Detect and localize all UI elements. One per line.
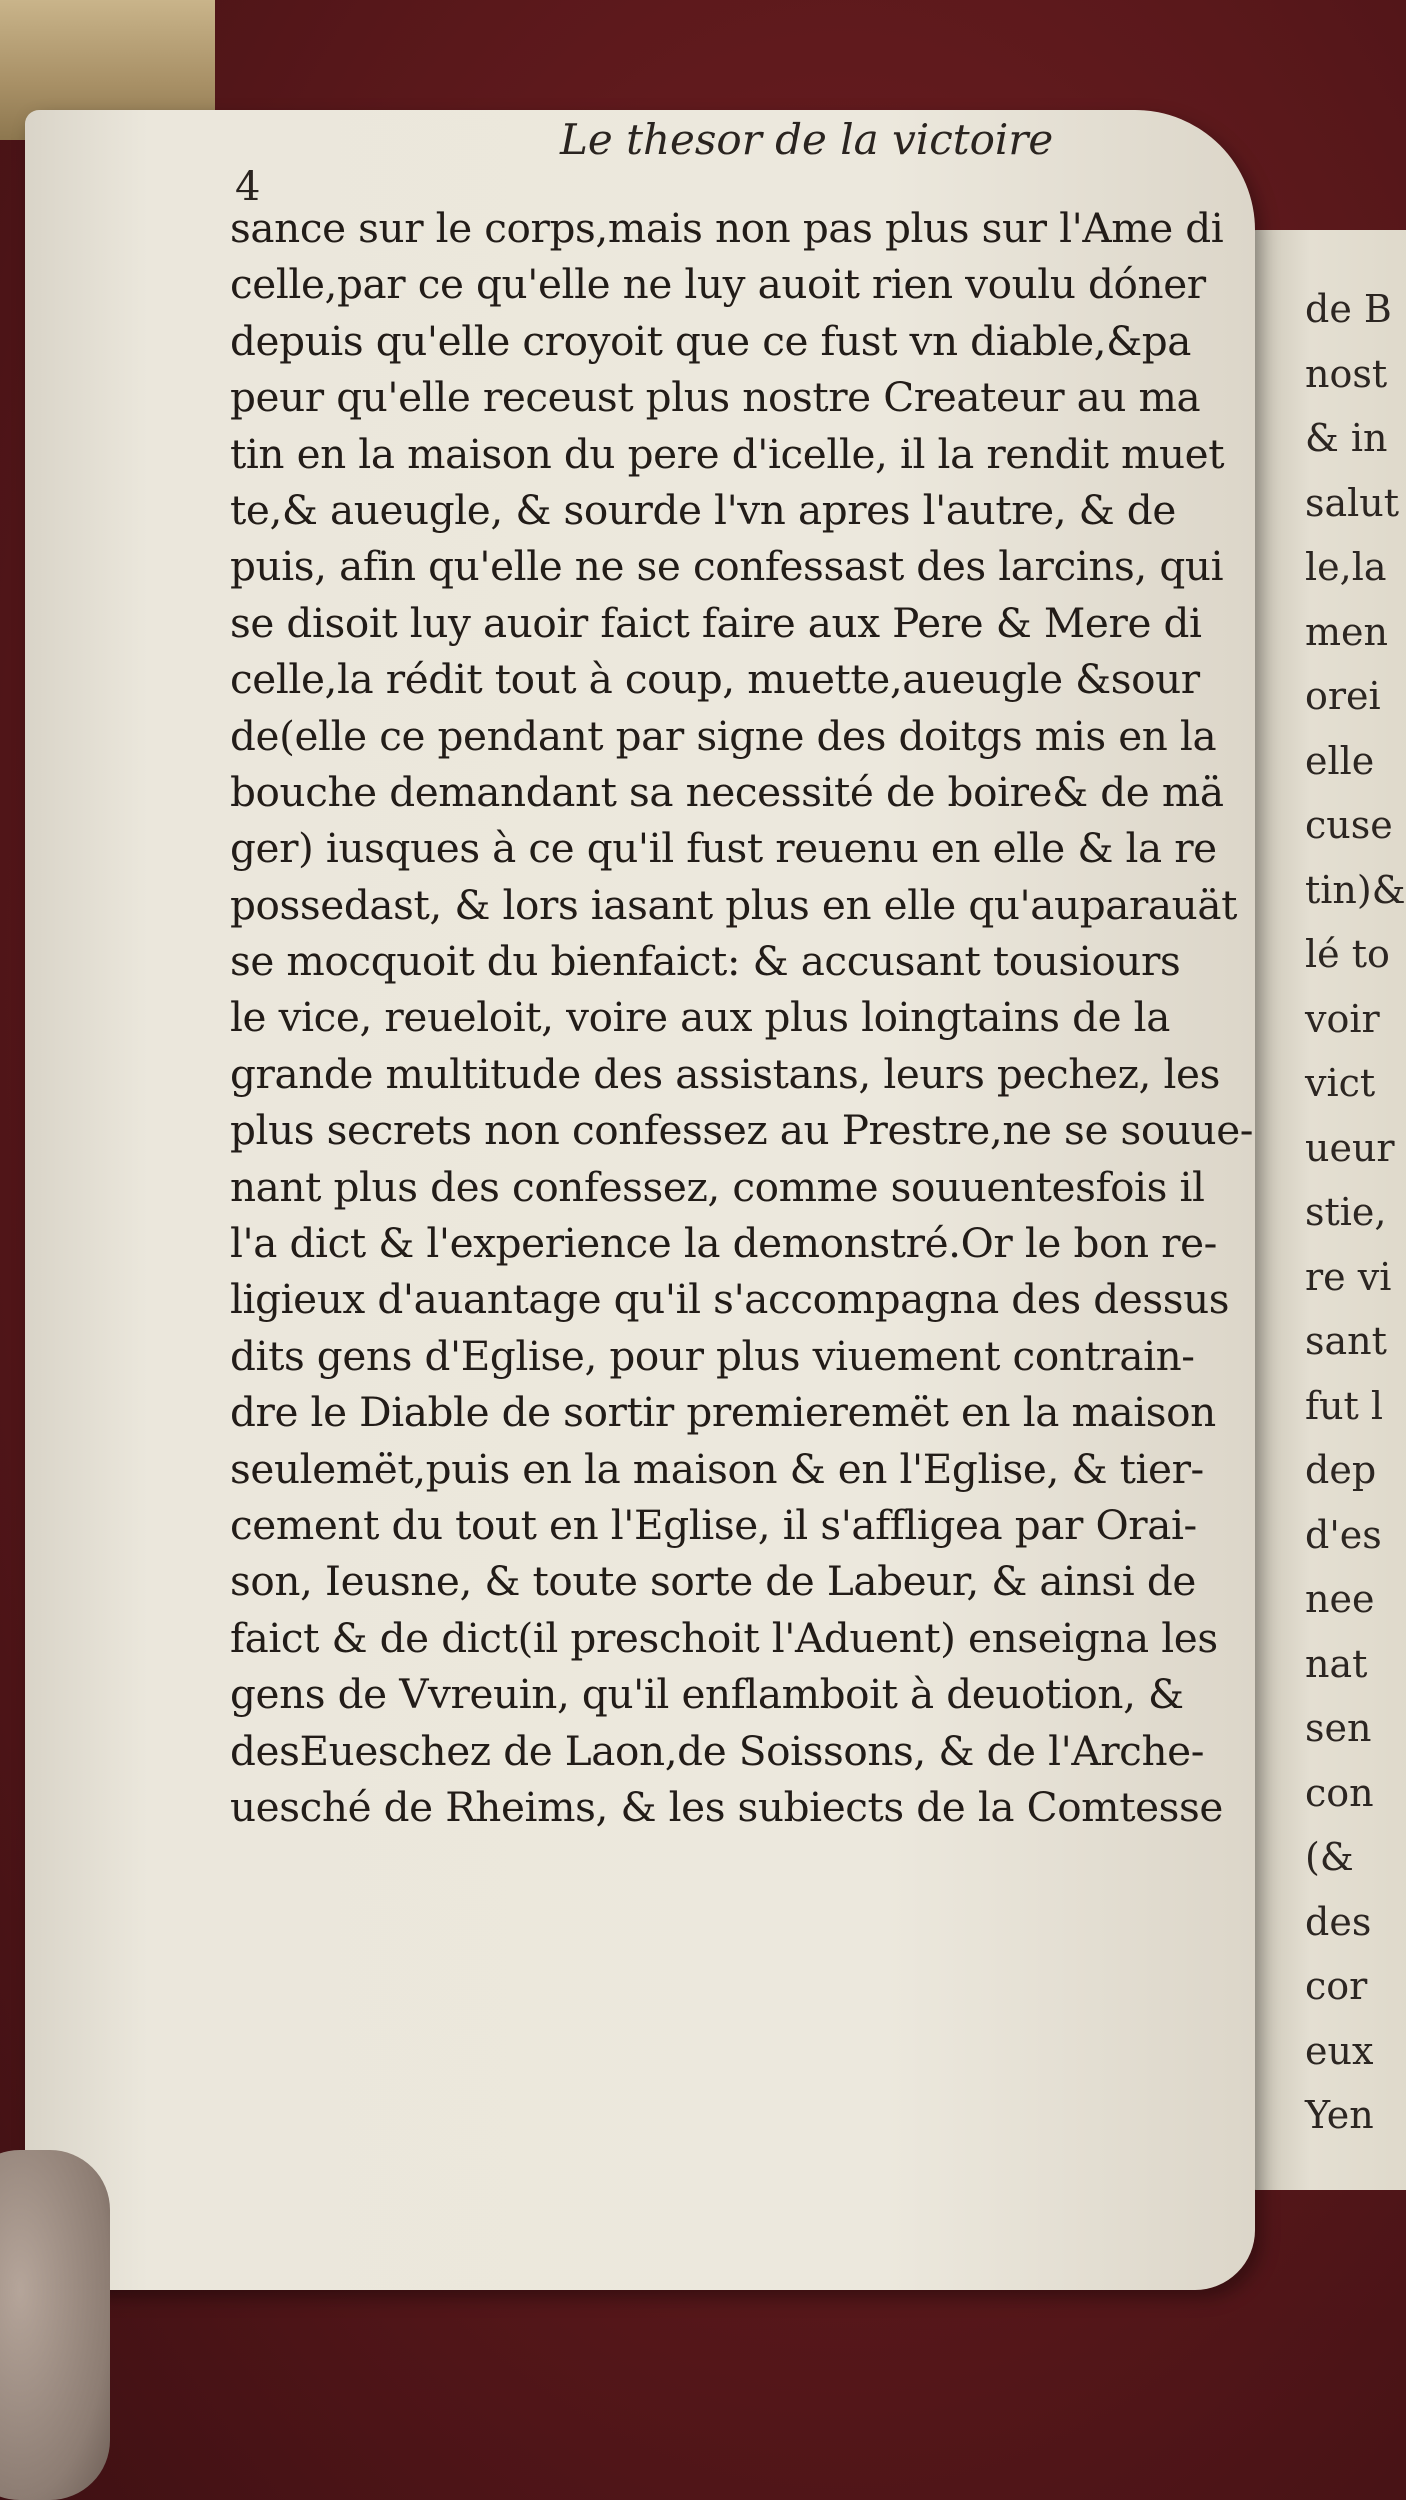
- facing-page: [1250, 230, 1406, 2190]
- facing-text-fragment: d'es: [1305, 1512, 1382, 1557]
- text-line: le vice, reueloit, voire aux plus loingtains de la: [230, 993, 1170, 1042]
- text-line: se mocquoit du bienfaict: & accusant tousiours: [230, 937, 1181, 986]
- text-line: uesché de Rheims, & les subiects de la Comtesse: [230, 1782, 1223, 1831]
- text-line: l'a dict & l'experience la demonstré.Or le bon re-: [230, 1219, 1217, 1268]
- text-line: gens de Vvreuin, qu'il enflamboit à deuotion, &: [230, 1670, 1184, 1719]
- facing-text-fragment: & in: [1305, 416, 1388, 460]
- thumb: [0, 2150, 110, 2500]
- text-line: desEueschez de Laon,de Soissons, & de l'Arche-: [230, 1726, 1204, 1775]
- facing-text-fragment: de B: [1305, 287, 1392, 331]
- facing-text-fragment: cor: [1305, 1964, 1368, 2008]
- text-line: sance sur le corps,mais non pas plus sur l'Ame di: [230, 204, 1224, 252]
- facing-text-fragment: nat: [1305, 1641, 1368, 1686]
- text-line: dre le Diable de sortir premieremët en la maison: [230, 1388, 1216, 1437]
- facing-text-fragment: eux: [1305, 2028, 1374, 2073]
- facing-text-fragment: le,la: [1305, 545, 1387, 589]
- facing-text-fragment: ueur: [1305, 1125, 1395, 1170]
- text-line: de(elle ce pendant par signe des doitgs mis en la: [230, 711, 1217, 760]
- text-line: plus secrets non confessez au Prestre,ne se souue-: [230, 1106, 1254, 1155]
- page-body-text: [230, 200, 1260, 1835]
- facing-text-fragment: orei: [1305, 674, 1381, 718]
- text-line: tin en la maison du pere d'icelle, il la rendit muet: [230, 429, 1225, 478]
- text-line: seulemët,puis en la maison & en l'Eglise, & tier-: [230, 1444, 1204, 1493]
- text-line: puis, afin qu'elle ne se confessast des larcins, qui: [230, 542, 1224, 591]
- facing-text-fragment: voir: [1305, 996, 1380, 1041]
- facing-text-fragment: (&: [1305, 1835, 1354, 1879]
- running-header: Le thesor de la victoire: [560, 115, 1054, 164]
- facing-text-fragment: stie,: [1305, 1190, 1387, 1234]
- facing-text-fragment: re vi: [1305, 1254, 1392, 1299]
- text-line: bouche demandant sa necessité de boire& de mä: [230, 767, 1224, 816]
- facing-text-fragment: cuse: [1305, 803, 1393, 847]
- facing-text-fragment: lé to: [1305, 932, 1390, 976]
- text-line: ligieux d'auantage qu'il s'accompagna des dessus: [230, 1275, 1230, 1324]
- text-line: peur qu'elle receust plus nostre Createur au ma: [230, 373, 1201, 422]
- facing-text-fragment: vict: [1305, 1061, 1376, 1105]
- facing-text-fragment: nee: [1305, 1577, 1375, 1621]
- text-line: faict & de dict(il preschoit l'Aduent) enseigna les: [230, 1613, 1218, 1662]
- text-line: depuis qu'elle croyoit que ce fust vn diable,&pa: [230, 316, 1192, 365]
- facing-text-fragment: men: [1305, 609, 1388, 654]
- facing-text-fragment: Yen: [1305, 2093, 1374, 2137]
- facing-text-fragment: con: [1305, 1770, 1374, 1815]
- facing-text-fragment: salut: [1305, 480, 1400, 525]
- text-line: cement du tout en l'Eglise, il s'affligea par Orai-: [230, 1500, 1197, 1549]
- facing-text-fragment: des: [1305, 1899, 1372, 1944]
- page-number: 4: [235, 164, 261, 210]
- text-line: se disoit luy auoir faict faire aux Pere & Mere di: [230, 598, 1202, 647]
- text-line: ger) iusques à ce qu'il fust reuenu en elle & la re: [230, 824, 1217, 873]
- facing-text-fragment: sen: [1305, 1706, 1372, 1750]
- facing-text-fragment: fut l: [1305, 1383, 1384, 1428]
- text-line: dits gens d'Eglise, pour plus viuement contrain-: [230, 1331, 1195, 1380]
- facing-text-fragment: dep: [1305, 1448, 1377, 1492]
- text-line: te,& aueugle, & sourde l'vn apres l'autre, & de: [230, 485, 1176, 534]
- text-line: grande multitude des assistans, leurs pechez, les: [230, 1049, 1220, 1098]
- facing-text-fragment: elle: [1305, 738, 1375, 783]
- text-line: celle,par ce qu'elle ne luy auoit rien voulu dóner: [230, 260, 1206, 309]
- facing-text-fragment: tin)&: [1305, 867, 1406, 912]
- facing-text-fragment: sant: [1305, 1319, 1387, 1363]
- text-line: possedast, & lors iasant plus en elle qu'auparauät: [230, 880, 1237, 929]
- text-line: nant plus des confessez, comme souuentesfois il: [230, 1162, 1205, 1211]
- text-line: son, Ieusne, & toute sorte de Labeur, & ainsi de: [230, 1557, 1196, 1606]
- facing-text-fragment: nost: [1305, 351, 1388, 396]
- text-line: celle,la rédit tout à coup, muette,aueugle &sour: [230, 655, 1200, 704]
